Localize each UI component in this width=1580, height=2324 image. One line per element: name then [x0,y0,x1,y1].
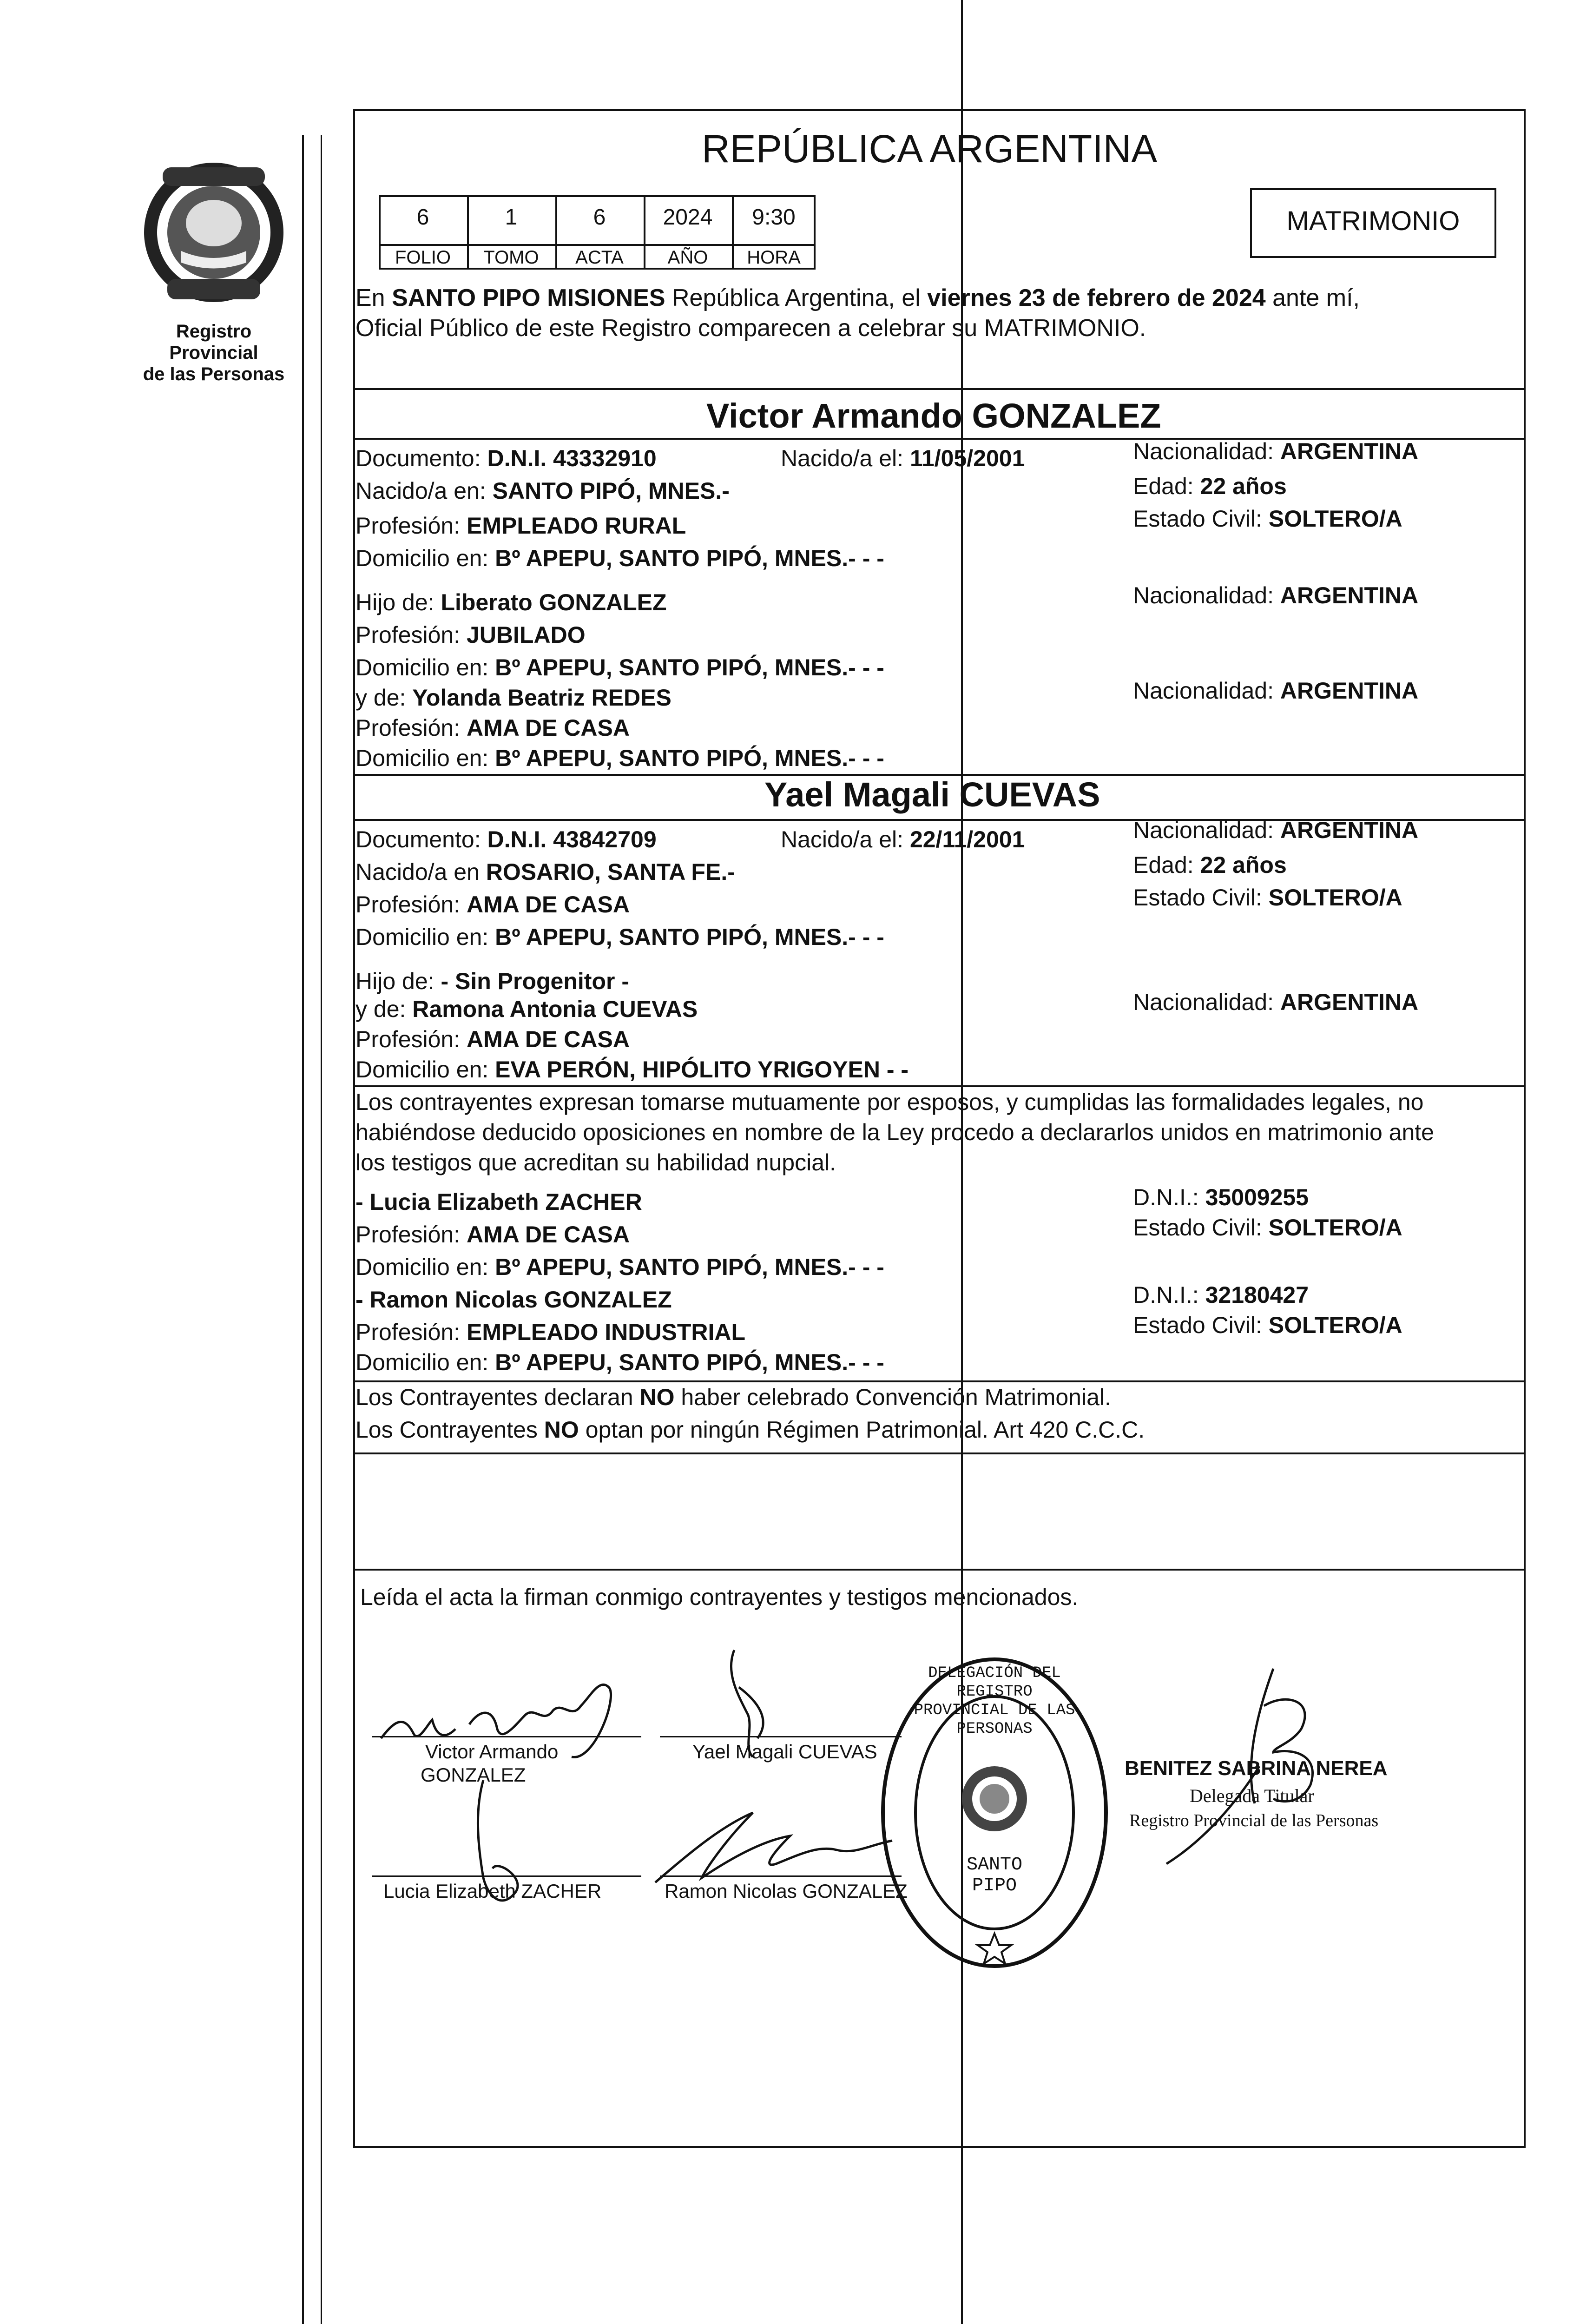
registry-name: de las Personas [143,364,285,384]
official-office: Registro Provincial de las Personas [1129,1811,1379,1830]
witness2-profession: Profesión: EMPLEADO INDUSTRIAL [356,1319,746,1345]
binding-line [302,135,304,2324]
closing-statement: Leída el acta la firman conmigo contrayentes y testigos mencionados. [360,1584,1079,1610]
act-type: MATRIMONIO [1286,206,1460,236]
spouse1-birthplace: Nacido/a en: SANTO PIPÓ, MNES.- [356,478,730,504]
spouse2-profession: Profesión: AMA DE CASA [356,891,630,918]
binding-line [321,135,322,2324]
spouse1-nationality: Nacionalidad: ARGENTINA [1133,438,1419,464]
intro-line-2: Oficial Público de este Registro comparecen a celebrar su MATRIMONIO. [356,315,1146,342]
signature-spouse2 [697,1645,818,1766]
signature-label-witness1: Lucia Elizabeth ZACHER [383,1880,602,1902]
spouse2-mother-address: Domicilio en: EVA PERÓN, HIPÓLITO YRIGOYEN - - [356,1056,909,1083]
spouse1-civil-status: Estado Civil: SOLTERO/A [1133,506,1402,532]
declaration-line-1: Los contrayentes expresan tomarse mutuamente por esposos, y cumplidas las formalidades legales, no [356,1089,1424,1115]
anio-value: 2024 [663,205,713,230]
witness1-civil-status: Estado Civil: SOLTERO/A [1133,1215,1402,1241]
spouse2-mother-profession: Profesión: AMA DE CASA [356,1026,630,1052]
registry-logo [135,149,293,307]
registry-name: Registro Provincial [169,321,258,363]
spouse1-mother-nationality: Nacionalidad: ARGENTINA [1133,678,1419,704]
signature-label-spouse1: Victor Armando [425,1741,559,1763]
spouse1-father-profession: Profesión: JUBILADO [356,622,586,648]
spouse1-address: Domicilio en: Bº APEPU, SANTO PIPÓ, MNES.- - - [356,545,884,571]
witness2-civil-status: Estado Civil: SOLTERO/A [1133,1312,1402,1338]
stamp-center-text: SANTO PIPO [966,1855,1023,1896]
divider [353,1380,1524,1382]
spouse1-father: Hijo de: Liberato GONZALEZ [356,589,667,615]
official-title: Delegada Titular [1190,1785,1314,1806]
record-table [379,195,816,270]
divider [353,1452,1524,1454]
spouse1-document: Documento: D.N.I. 43332910 [356,445,657,471]
spouse2-mother: y de: Ramona Antonia CUEVAS [356,996,698,1022]
signature-label-witness2: Ramon Nicolas GONZALEZ [665,1880,908,1902]
spouse1-birthdate: Nacido/a el: 11/05/2001 [781,445,1025,471]
spouse2-address: Domicilio en: Bº APEPU, SANTO PIPÓ, MNES.- - - [356,924,884,950]
signature-witness1 [465,1776,558,1915]
signature-spouse1 [376,1669,637,1771]
spouse2-father: Hijo de: - Sin Progenitor - [356,968,629,994]
declaration-line-3: los testigos que acreditan su habilidad nupcial. [356,1149,836,1175]
fold-line [961,0,963,2324]
witness2-address: Domicilio en: Bº APEPU, SANTO PIPÓ, MNES.- - - [356,1349,884,1375]
declaration-line-2: habiéndose deducido oposiciones en nombre de la Ley procedo a declararlos unidos en matrimonio ante [356,1119,1434,1145]
witness2-name: - Ramon Nicolas GONZALEZ [356,1287,672,1313]
spouse2-nationality: Nacionalidad: ARGENTINA [1133,817,1419,843]
witness1-profession: Profesión: AMA DE CASA [356,1221,630,1248]
divider [353,1085,1524,1087]
folio-value: 6 [416,205,429,230]
spouse1-profession: Profesión: EMPLEADO RURAL [356,513,686,539]
intro-line-1: En SANTO PIPO MISIONES República Argentina, el viernes 23 de febrero de 2024 ante mí, [356,284,1360,311]
spouse1-mother-profession: Profesión: AMA DE CASA [356,715,630,741]
witness1-address: Domicilio en: Bº APEPU, SANTO PIPÓ, MNES.- - - [356,1254,884,1280]
registry-stamp [878,1655,1111,1971]
anio-label: AÑO [667,247,708,268]
official-name: BENITEZ SABRINA NEREA [1125,1757,1388,1780]
acta-value: 6 [593,205,606,230]
country-title: REPÚBLICA ARGENTINA [702,127,1158,171]
signature-label-spouse2: Yael Magali CUEVAS [692,1741,877,1763]
ceremony-date: viernes 23 de febrero de 2024 [927,284,1266,311]
spouse1-father-nationality: Nacionalidad: ARGENTINA [1133,582,1419,608]
regime-statement: Los Contrayentes NO optan por ningún Régimen Patrimonial. Art 420 C.C.C. [356,1417,1145,1443]
spouse2-document: Documento: D.N.I. 43842709 [356,826,657,852]
folio-label: FOLIO [395,247,451,268]
spouse1-age: Edad: 22 años [1133,473,1287,499]
spouse2-birthplace: Nacido/a en ROSARIO, SANTA FE.- [356,859,735,885]
spouse1-mother-address: Domicilio en: Bº APEPU, SANTO PIPÓ, MNES.- - - [356,745,884,771]
divider [353,1569,1524,1571]
signature-label-spouse1-surname: GONZALEZ [421,1764,526,1786]
convention-statement: Los Contrayentes declaran NO haber celebrado Convención Matrimonial. [356,1384,1111,1410]
witness1-name: - Lucia Elizabeth ZACHER [356,1189,642,1215]
spouse2-mother-nationality: Nacionalidad: ARGENTINA [1133,989,1419,1015]
stamp-ring-text: DELEGACIÓN DEL REGISTRO PROVINCIAL DE LAS PERSONAS [914,1664,1075,1738]
spouse2-age: Edad: 22 años [1133,852,1287,878]
spouse2-civil-status: Estado Civil: SOLTERO/A [1133,885,1402,911]
witness1-dni: D.N.I.: 35009255 [1133,1184,1309,1210]
place: SANTO PIPO MISIONES [392,284,665,311]
witness2-dni: D.N.I.: 32180427 [1133,1282,1309,1308]
divider [353,388,1524,390]
spouse1-mother: y de: Yolanda Beatriz REDES [356,685,672,711]
spouse1-name: Victor Armando GONZALEZ [706,396,1161,435]
hora-value: 9:30 [752,205,796,230]
tomo-label: TOMO [483,247,539,268]
spouse1-father-address: Domicilio en: Bº APEPU, SANTO PIPÓ, MNES.- - - [356,654,884,680]
hora-label: HORA [747,247,801,268]
spouse2-name: Yael Magali CUEVAS [764,775,1100,814]
acta-label: ACTA [575,247,624,268]
tomo-value: 1 [505,205,518,230]
spouse2-birthdate: Nacido/a el: 22/11/2001 [781,826,1025,852]
